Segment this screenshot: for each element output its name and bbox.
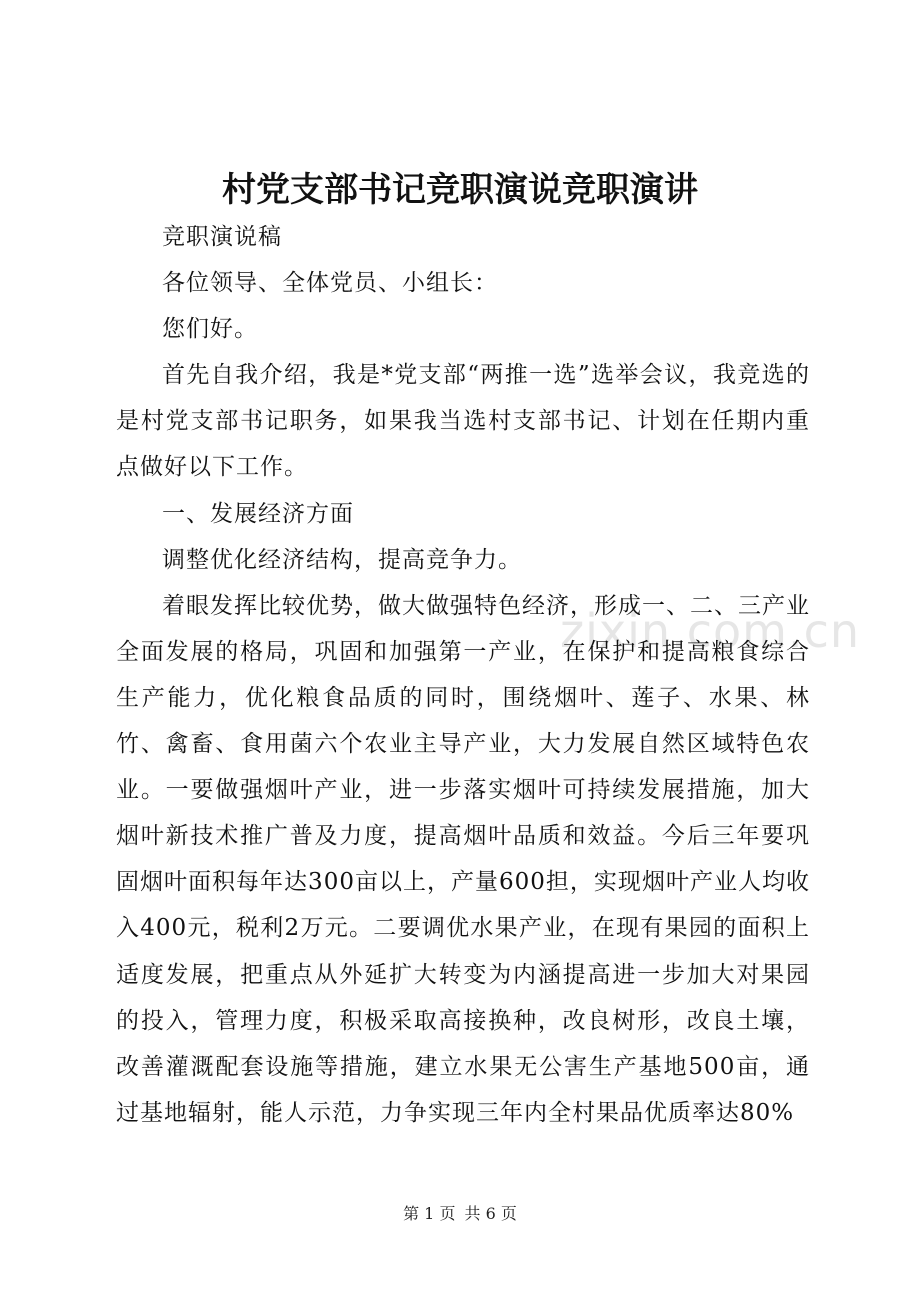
paragraph-section-heading: 一、发展经济方面 bbox=[162, 500, 354, 527]
document-title: 村党支部书记竞职演说竞职演讲 bbox=[222, 170, 698, 210]
page-number: 第 1 页 bbox=[403, 1204, 456, 1223]
paragraph-heading-label: 竞职演说稿 bbox=[162, 224, 282, 250]
paragraph-main-body: 着眼发挥比较优势，做大做强特色经济，形成一、二、三产业全面发展的格局，巩固和加强第一产业，在保护和提高粮食综合生产能力，优化粮食品质的同时，围绕烟叶、莲子、水果、林竹、禽畜、食用菌六个农业主导产业，大力发展自然区域特色农业。一要做强烟叶产业，进一步落实烟叶可持续发展措施，加大烟叶新技术推广普及力度，提高烟叶品质和效益。今后三年要巩固烟叶面积每年达300亩以上，产量600担，实现烟叶产业人均收入400元，税利2万元。二要调优水果产业，在现有果园的面积上适度发展，把重点从外延扩大转变为内涵提高进一步加大对果园的投入，管理力度，积极采取高接换种，改良树形，改良土壤，改善灌溉配套设施等措施，建立水果无公害生产基地500亩，通过基地辐射，能人示范，力争实现三年内全村果品优质率达80% bbox=[116, 592, 810, 1126]
page-total: 共 6 页 bbox=[464, 1204, 517, 1223]
paragraph-introduction: 首先自我介绍，我是*党支部“两推一选”选举会议，我竞选的是村党支部书记职务，如果我当选村支部书记、计划在任期内重点做好以下工作。 bbox=[116, 362, 810, 481]
paragraph-subheading: 调整优化经济结构，提高竞争力。 bbox=[162, 546, 522, 573]
document-body bbox=[116, 214, 810, 1136]
watermark: zixin.com.cn bbox=[560, 604, 861, 658]
page-footer bbox=[0, 1201, 920, 1224]
paragraph-greeting: 您们好。 bbox=[162, 316, 258, 343]
paragraph-salutation: 各位领导、全体党员、小组长： bbox=[162, 270, 498, 297]
